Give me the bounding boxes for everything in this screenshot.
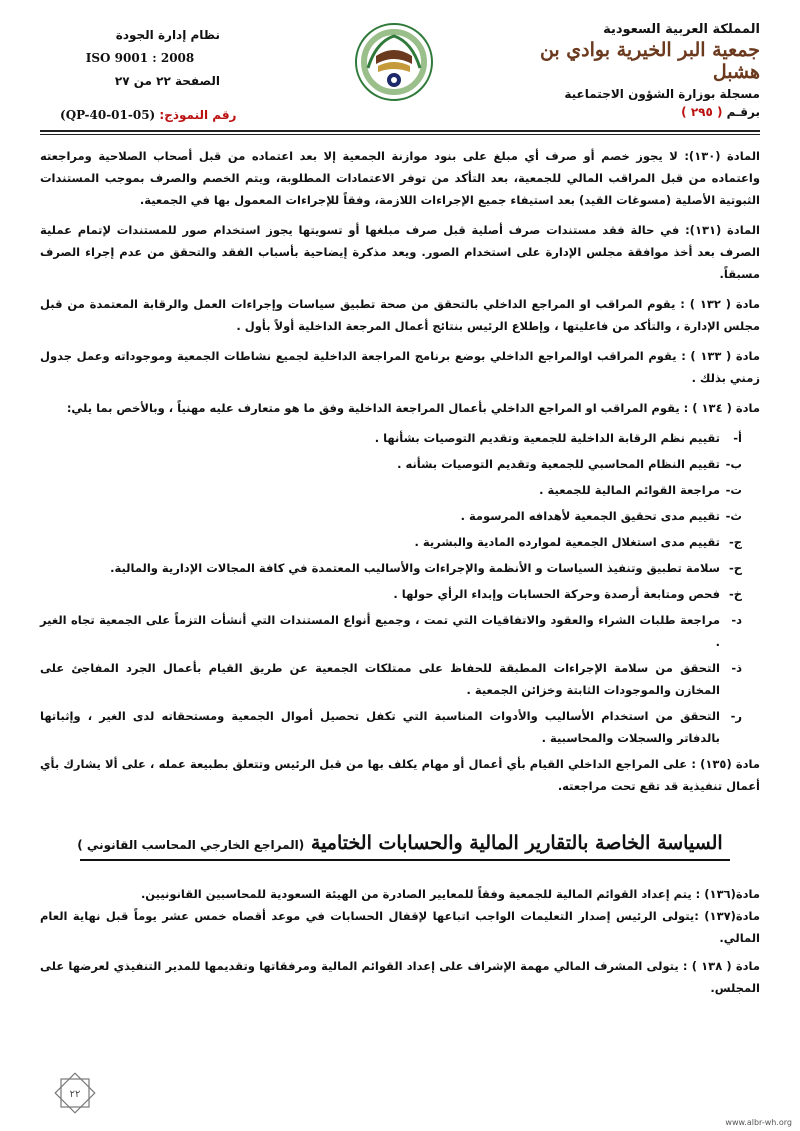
quality-system-title: نظام إدارة الجودة — [115, 28, 220, 42]
registration-line: مسجلة بوزارة الشؤون الاجتماعية — [564, 87, 760, 101]
list-item: خ- فحص ومتابعة أرصدة وحركة الحسابات وإبداء الرأي حولها . — [393, 587, 742, 601]
kingdom-name: المملكة العربية السعودية — [603, 22, 760, 37]
registration-label: برقـم — [726, 105, 760, 119]
section-heading — [40, 832, 760, 854]
page-number: ٢٢ — [69, 1089, 81, 1100]
audit-duties-list — [40, 427, 760, 749]
list-item: د- مراجعة طلبات الشراء والعقود والاتفاقيات التي تمت ، وجميع أنواع المستندات التي أنشأت التزماً على الجمعية تجاه الغير . — [40, 613, 742, 649]
association-logo-icon — [354, 22, 434, 102]
association-name: جمعية البر الخيرية بوادي بن هشبل — [539, 39, 760, 83]
article-131: المادة (١٣١): في حالة فقد مستندات صرف أصلية قبل صرف مبلغها أو تسويتها يجوز استخدام صور للمستندات لإتمام عملية الصرف بعد أخذ موافقة مجلس الإدارة على استخدام الصور. ويعد مذكرة إيضاحية بأسباب الفقد والتحقق من عدم إجراء الصرف مسبقاً. — [40, 223, 761, 281]
list-item: ت- مراجعة القوائم المالية للجمعية . — [539, 483, 742, 497]
header-association-block — [510, 22, 760, 119]
article-135: مادة (١٣٥) : على المراجع الداخلي القيام بأي أعمال أو مهام يكلف بها من قبل الرئيس وتتعلق بطبيعة عمله ، على ألا يشارك بأي أعمال تنفيذية قد تقع تحت مراجعته. — [40, 757, 760, 793]
header-divider — [40, 130, 760, 132]
list-item: ح- سلامة تطبيق وتنفيذ السياسات و الأنظمة والإجراءات والأساليب المعتمدة في كافة المجالات الإدارية والمالية. — [110, 561, 742, 575]
article-133: مادة ( ١٣٣ ) : يقوم المراقب اوالمراجع الداخلي بوضع برنامج المراجعة الداخلية لجميع نشاطات الجمعية وموجوداته وعمل جدول زمني بذلك . — [40, 349, 760, 385]
list-item: ج- تقييم مدى استغلال الجمعية لموارده المادية والبشرية . — [414, 535, 742, 549]
page-indicator: الصفحة ٢٢ من ٢٧ — [114, 74, 220, 88]
registration-value: ( ٢٩٥ ) — [681, 105, 723, 119]
article-132: مادة ( ١٣٢ ) : يقوم المراقب او المراجع الداخلي بالتحقق من صحة تطبيق سياسات وإجراءات العمل والرقابة المعتمدة من قبل مجلس الإدارة ، والتأكد من فاعليتها ، وإطلاع الرئيس بنتائج أعمال المرجعة الداخلية أولاً بأول . — [40, 297, 760, 333]
list-item: ث- تقييم مدى تحقيق الجمعية لأهدافه المرسومة . — [460, 509, 742, 523]
form-number-label: رقم النموذج: — [159, 108, 237, 122]
header-divider-thin — [40, 134, 760, 135]
page-number-emblem — [52, 1070, 98, 1116]
form-number — [60, 108, 236, 122]
document-body-section — [40, 883, 760, 1007]
article-136: مادة(١٣٦) : يتم إعداد القوائم المالية للجمعية وفقاً للمعايير الصادرة من الهيئة السعودية للمحاسبين القانونيين. — [140, 887, 760, 901]
document-body — [40, 145, 760, 805]
section-subtitle: (المراجع الخارجي المحاسب القانوني ) — [77, 838, 305, 852]
list-item: أ- تقييم نظم الرقابة الداخلية للجمعية وتقديم التوصيات بشأنها . — [374, 431, 742, 445]
article-138: مادة ( ١٣٨ ) : يتولى المشرف المالي مهمة الإشراف على إعداد القوائم المالية ومرفقاتها وتقديمها للمدير التنفيذي لعرضها على المجلس. — [40, 959, 760, 995]
article-134: مادة ( ١٣٤ ) : يقوم المراقب او المراجع الداخلي بأعمال المراجعة الداخلية وفق ما هو متعارف عليه مهنياً ، وبالأخص بما يلي: — [66, 401, 760, 415]
section-title: السياسة الخاصة بالتقارير المالية والحسابات الختامية — [310, 832, 723, 854]
section-underline — [80, 859, 730, 861]
list-item: ب- تقييم النظام المحاسبي للجمعية وتقديم التوصيات بشأنه . — [397, 457, 742, 471]
article-137: مادة(١٣٧) :يتولى الرئيس إصدار التعليمات الواجب اتباعها لإقفال الحسابات في موعد أقصاه خمس عشر يوماً قبل نهاية العام المالي. — [40, 909, 760, 945]
form-number-code: (QP-40-01-05) — [60, 108, 156, 122]
iso-standard: ISO 9001 : 2008 — [85, 51, 195, 65]
list-item: ر- التحقق من استخدام الأساليب والأدوات المناسبة التي تكفل تحصيل أموال الجمعية ومستحقاته لدى الغير ، وإثباتها بالدفاتر والسجلات والمحاسبية . — [40, 709, 742, 745]
list-item: ذ- التحقق من سلامة الإجراءات المطبقة للحفاظ على ممتلكات الجمعية عن طريق القيام بأعمال الجرد المفاجئ على المخازن والموجودات الثابتة وخزائن الجمعية . — [40, 661, 742, 697]
article-130: المادة (١٣٠): لا يجوز خصم أو صرف أي مبلغ على بنود موازنة الجمعية إلا بعد اعتماده من قبل أصحاب الصلاحية ومراجعته واعتماده من قبل المراقب المالي للجمعية، بعد التأكد من توفر الاعتمادات المطلوبة، ويتم الخصم والصرف بموجب المستندات الثبوتية الأصلية (مسوغات القيد) بعد استيفاء جميع الإجراءات اللازمة، وفقاً للإجراءات المعمول بها في الجمعية. — [40, 149, 760, 207]
website-url: www.albr-wh.org — [725, 1118, 792, 1127]
registration-number — [510, 105, 760, 119]
quality-system-block — [60, 28, 220, 97]
